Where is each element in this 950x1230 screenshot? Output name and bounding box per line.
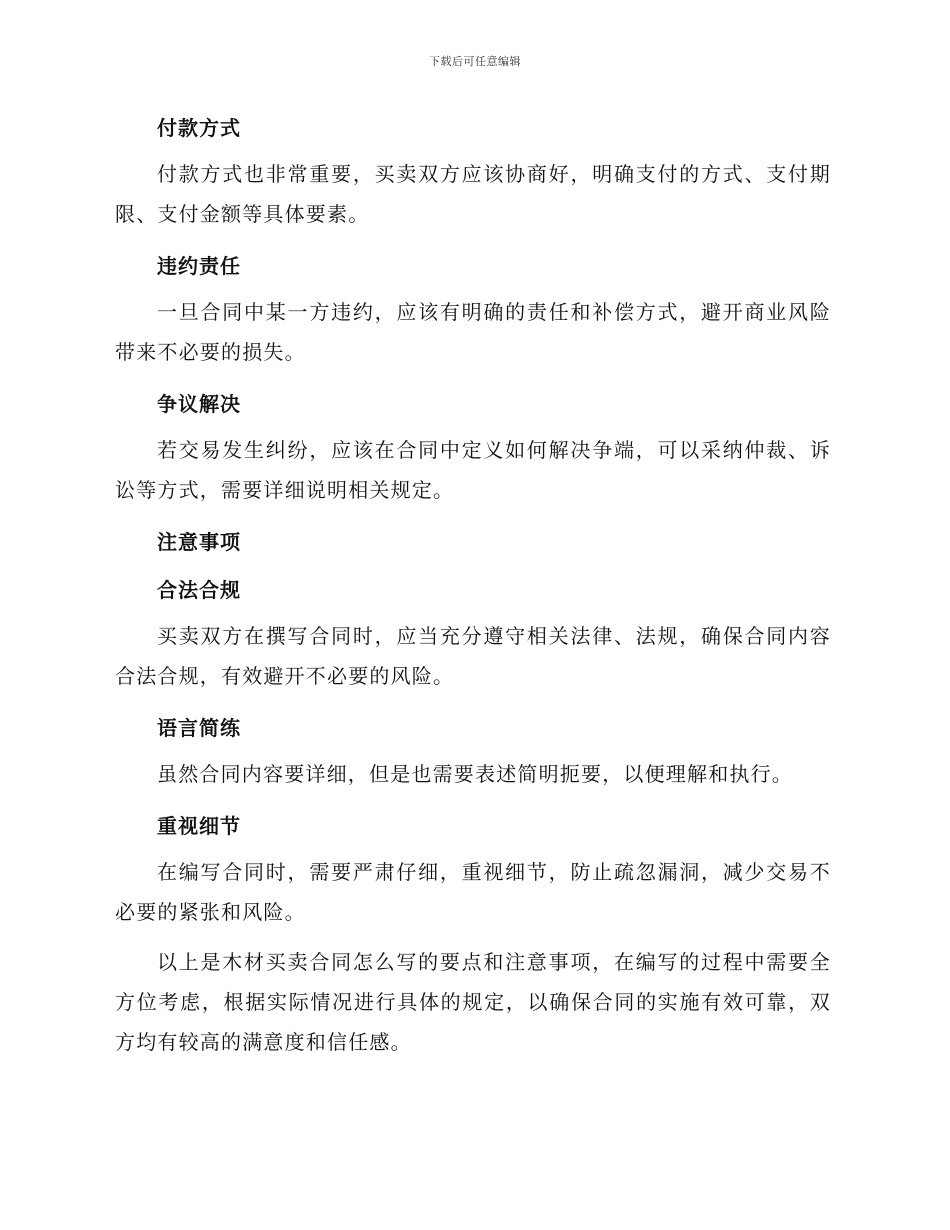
section-text-compliance: 买卖双方在撰写合同时，应当充分遵守相关法律、法规，确保合同内容合法合规，有效避开不必要的风险。 [115, 624, 831, 688]
section-text-breach: 一旦合同中某一方违约，应该有明确的责任和补偿方式，避开商业风险带来不必要的损失。 [115, 300, 831, 364]
section-heading-compliance: 合法合规 [157, 578, 241, 602]
section-heading-concise: 语言简练 [157, 716, 241, 740]
conclusion-text: 以上是木材买卖合同怎么写的要点和注意事项，在编写的过程中需要全方位考虑，根据实际情况进行具体的规定，以确保合同的实施有效可靠，双方均有较高的满意度和信任感。 [115, 950, 831, 1054]
section-heading-details: 重视细节 [157, 814, 241, 838]
section-heading-breach: 违约责任 [157, 254, 241, 278]
section-text-details: 在编写合同时，需要严肃仔细，重视细节，防止疏忽漏洞，减少交易不必要的紧张和风险。 [115, 860, 831, 924]
section-heading-notes: 注意事项 [157, 530, 241, 554]
document-body [115, 106, 831, 1072]
section-heading-payment: 付款方式 [157, 116, 241, 140]
page-header-note: 下载后可任意编辑 [429, 55, 521, 68]
section-text-dispute: 若交易发生纠纷，应该在合同中定义如何解决争端，可以采纳仲裁、诉讼等方式，需要详细说明相关规定。 [115, 438, 831, 502]
section-text-concise: 虽然合同内容要详细，但是也需要表述简明扼要，以便理解和执行。 [157, 762, 793, 786]
section-text-payment: 付款方式也非常重要，买卖双方应该协商好，明确支付的方式、支付期限、支付金额等具体要素。 [115, 162, 831, 226]
section-heading-dispute: 争议解决 [157, 392, 241, 416]
